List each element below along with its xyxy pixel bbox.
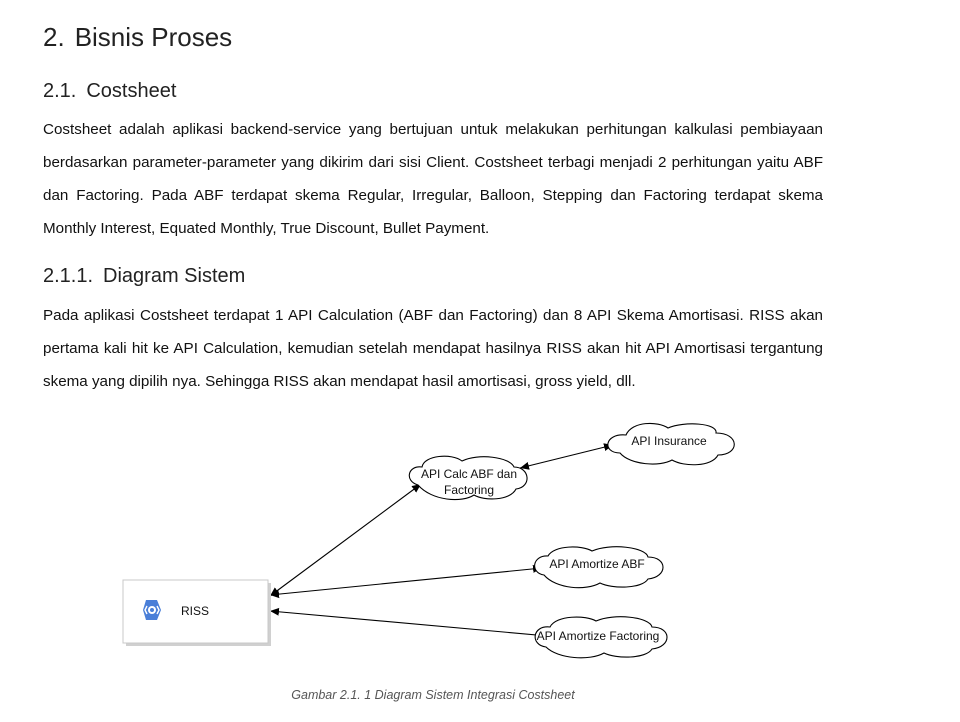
heading-text: Diagram Sistem — [103, 265, 246, 287]
heading-bisnis-proses — [43, 22, 232, 53]
api-calc-label-line2: Factoring — [443, 483, 495, 497]
api-amortize-abf-node — [535, 547, 663, 588]
connector-riss-amortize-abf — [270, 568, 542, 595]
heading-text: Bisnis Proses — [74, 22, 233, 52]
paragraph-costsheet: Costsheet adalah aplikasi backend-service yang bertujuan untuk melakukan perhitungan kalkulasi pembiayaan berdasarkan parameter-parameter yang dikirim dari sisi Client. Costsheet terbagi menjadi 2 perhitungan yaitu ABF dan Factoring. Pada ABF terdapat skema Regular, Irregular, Balloon, Stepping dan Factoring terdapat skema Monthly Interest, Equated Monthly, True Discount, Bullet Payment. — [43, 121, 823, 237]
api-amortize-factoring-node — [535, 617, 667, 658]
figure-caption: Gambar 2.1. 1 Diagram Sistem Integrasi Costsheet — [291, 688, 575, 702]
api-amortize-factoring-label: API Amortize Factoring — [536, 629, 660, 643]
riss-label: RISS — [181, 604, 210, 618]
heading-number: 2.1.1. — [43, 265, 94, 287]
diagram-sistem-integrasi — [0, 415, 960, 685]
heading-diagram-sistem — [43, 265, 245, 288]
heading-number: 2. — [43, 22, 65, 52]
api-calc-label-line1: API Calc ABF dan — [420, 467, 518, 481]
heading-text: Costsheet — [86, 80, 177, 102]
api-amortize-abf-label: API Amortize ABF — [549, 557, 645, 571]
paragraph-diagram-sistem: Pada aplikasi Costsheet terdapat 1 API Calculation (ABF dan Factoring) dan 8 API Skema Amortisasi. RISS akan pertama kali hit ke API Calculation, kemudian setelah mendapat hasilnya RISS akan hit API Amortisasi tergantung skema yang dipilih nya. Sehingga RISS akan mendapat hasil amortisasi, gross yield, dll. — [43, 307, 823, 390]
connector-riss-amortize-factoring — [270, 611, 548, 636]
api-calc-node — [409, 456, 527, 499]
api-insurance-label: API Insurance — [631, 434, 707, 448]
heading-costsheet — [43, 80, 176, 103]
riss-node — [123, 580, 271, 646]
heading-number: 2.1. — [43, 80, 77, 102]
connector-riss-calc — [270, 484, 421, 596]
api-insurance-node — [608, 423, 734, 464]
connector-calc-insurance — [520, 445, 613, 468]
